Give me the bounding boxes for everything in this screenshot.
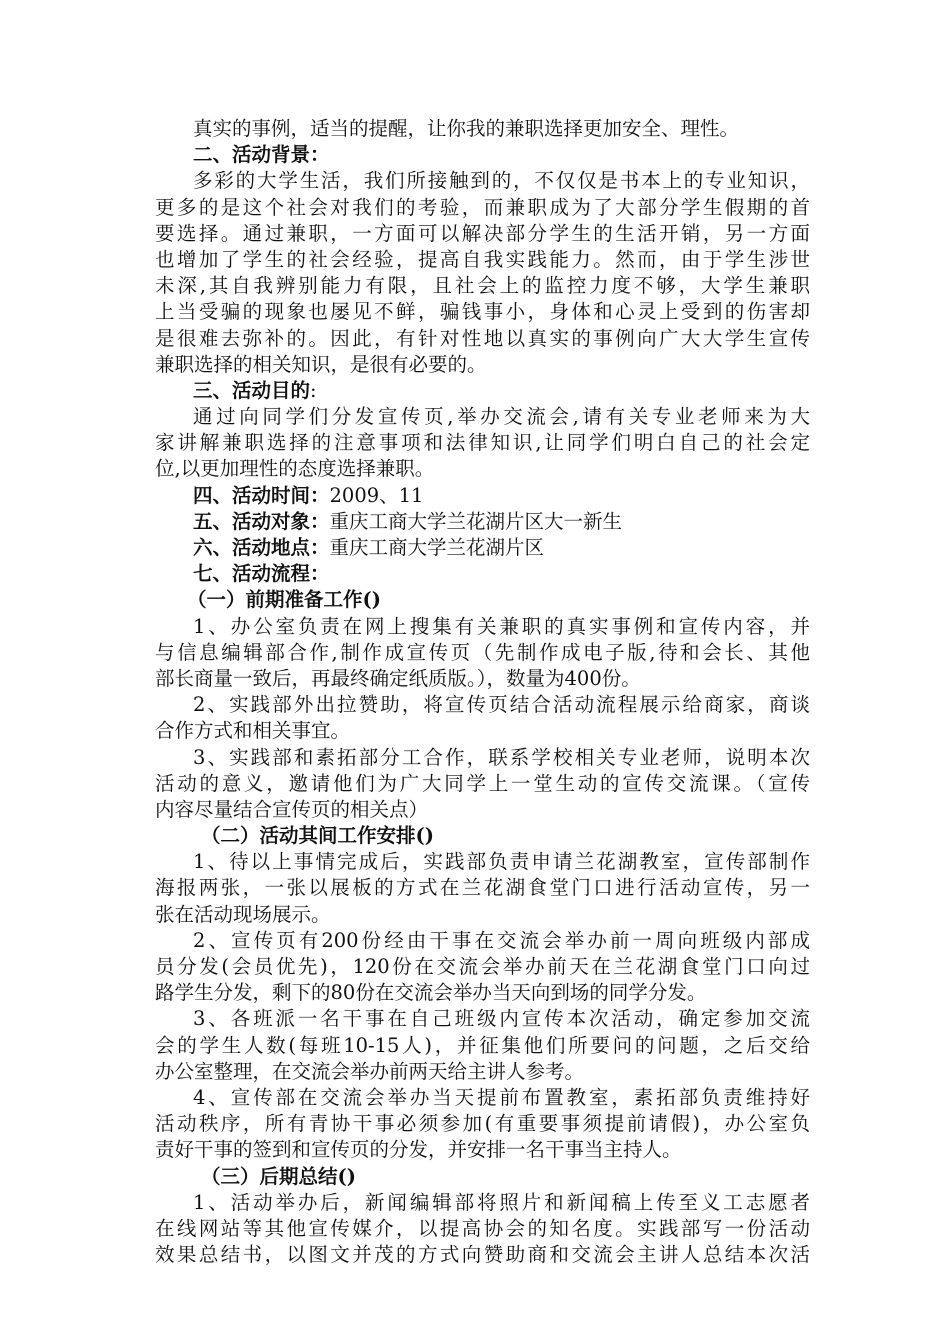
- subsection-heading-post: （三）后期总结(): [201, 1164, 356, 1188]
- paragraph-line: 兼职选择的相关知识，是很有必要的。: [155, 352, 487, 376]
- paragraph-line: 要选择。通过兼职，一方面可以解决部分学生的生活开销，另一方面: [155, 221, 810, 245]
- paragraph-line: 位,以更加理性的态度选择兼职。: [155, 457, 435, 481]
- paragraph-line: 责好干事的签到和宣传页的分发，并安排一名干事当主持人。: [155, 1138, 682, 1162]
- paragraph-line: 多彩的大学生活，我们所接触到的，不仅仅是书本上的专业知识，: [193, 169, 810, 193]
- subsection-heading-during: （二）活动其间工作安排(): [201, 824, 434, 848]
- paragraph-line: 1、活动举办后，新闻编辑部将照片和新闻稿上传至义工志愿者: [193, 1190, 810, 1214]
- paragraph-line: 路学生分发，剩下的80份在交流会举办当天向到场的同学分发。: [155, 981, 707, 1005]
- heading-colon: :: [310, 378, 317, 402]
- paragraph-line: 4、宣传部在交流会举办当天提前布置教室，素拓部负责维持好: [193, 1085, 810, 1109]
- paragraph-line: 2、宣传页有200份经由干事在交流会举办前一周向班级内部成: [193, 928, 810, 952]
- paragraph-line: 3、实践部和素拓部分工合作，联系学校相关专业老师，说明本次: [193, 745, 810, 769]
- subsection-heading-prep: （一）前期准备工作(): [187, 588, 381, 612]
- section-time: [155, 483, 810, 509]
- heading-text: 三、活动目的: [193, 378, 311, 402]
- paragraph-line: 3、各班派一名干事在自己班级内宣传本次活动，确定参加交流: [193, 1007, 810, 1031]
- section-target: [155, 509, 810, 535]
- paragraph-line: 也增加了学生的社会经验，提高自我实践能力。然而，由于学生涉世: [155, 247, 810, 271]
- paragraph-line: 通过向同学们分发宣传页,举办交流会,请有关专业老师来为大: [193, 405, 810, 429]
- section-heading-purpose: [155, 378, 810, 404]
- paragraph-line: 效果总结书，以图文并茂的方式向赞助商和交流会主讲人总结本次活: [155, 1243, 810, 1267]
- time-value: 2009、11: [329, 483, 424, 507]
- paragraph-line: 1、办公室负责在网上搜集有关兼职的真实事例和宣传内容，并: [193, 614, 810, 638]
- paragraph-line: 1、待以上事情完成后，实践部负责申请兰花湖教室，宣传部制作: [193, 850, 810, 874]
- paragraph-line: 与信息编辑部合作,制作成宣传页（先制作成电子版,待和会长、其他: [155, 640, 810, 664]
- paragraph-line: 合作方式和相关事宜。: [155, 719, 351, 743]
- time-label: 四、活动时间：: [193, 483, 330, 507]
- paragraph-line: 是很难去弥补的。因此，有针对性地以真实的事例向广大大学生宣传: [155, 326, 810, 350]
- paragraph-line: 部长商量一致后，再最终确定纸质版。），数量为400份。: [155, 666, 641, 690]
- section-heading-process: 七、活动流程：: [193, 562, 330, 586]
- paragraph-line: 更多的是这个社会对我们的考验，而兼职成为了大部分学生假期的首: [155, 195, 810, 219]
- paragraph-line: 办公室整理，在交流会举办前两天给主讲人参考。: [155, 1059, 585, 1083]
- intro-line: 真实的事例，适当的提醒，让你我的兼职选择更加安全、理性。: [193, 117, 740, 140]
- place-value: 重庆工商大学兰花湖片区: [329, 536, 545, 559]
- section-heading-background: 二、活动背景：: [193, 143, 330, 167]
- paragraph-line: 内容尽量结合宣传页的相关点）: [155, 797, 429, 821]
- paragraph-line: 海报两张，一张以展板的方式在兰花湖食堂门口进行活动宣传，另一: [155, 876, 810, 900]
- paragraph-line: 会的学生人数(每班10-15人)，并征集他们所要问的问题，之后交给: [155, 1033, 810, 1057]
- paragraph-line: 活动的意义，邀请他们为广大同学上一堂生动的宣传交流课。（宣传: [155, 771, 810, 795]
- paragraph-line: 2、实践部外出拉赞助，将宣传页结合活动流程展示给商家，商谈: [193, 693, 810, 717]
- paragraph-line: 在线网站等其他宣传媒介，以提高协会的知名度。实践部写一份活动: [155, 1216, 810, 1240]
- paragraph-line: 上当受骗的现象也屡见不鲜，骗钱事小，身体和心灵上受到的伤害却: [155, 300, 810, 324]
- paragraph-line: 张在活动现场展示。: [155, 902, 331, 926]
- section-place: [155, 535, 810, 561]
- target-value: 重庆工商大学兰花湖片区大一新生: [329, 509, 623, 533]
- paragraph-line: 未深,其自我辨别能力有限，且社会上的监控力度不够，大学生兼职: [155, 274, 810, 298]
- paragraph-line: 活动秩序，所有青协干事必须参加(有重要事须提前请假)，办公室负: [155, 1112, 810, 1136]
- paragraph-line: 家讲解兼职选择的注意事项和法律知识,让同学们明白自己的社会定: [155, 431, 810, 455]
- paragraph-line: 员分发(会员优先)，120份在交流会举办前天在兰花湖食堂门口向过: [155, 955, 810, 978]
- place-label: 六、活动地点：: [193, 536, 330, 559]
- target-label: 五、活动对象：: [193, 509, 330, 533]
